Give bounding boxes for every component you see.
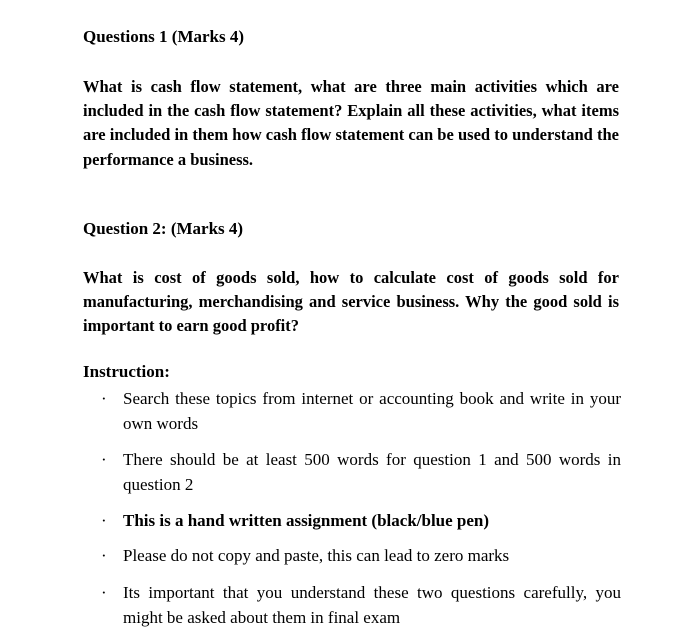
instruction-title: Instruction: [83,362,170,381]
question-1-heading: Questions 1 (Marks 4) [83,27,245,46]
instruction-item [101,386,621,436]
question-1-body: What is cash flow statement, what are three main activities which are included in the cash flow statement? Explain all these activities, what items are included in them how cash flow statement can be used to understand the performance a business. [83,77,619,169]
instruction-item-text: This is a hand written assignment (black/blue pen) [123,511,490,530]
question-2-body: What is cost of goods sold, how to calculate cost of goods sold for manufacturing, merchandising and service business. Why the good sold is important to earn good profit? [83,268,619,336]
bullet-glyph: · [101,389,107,408]
bullet-glyph: · [101,511,107,530]
instruction-item [101,447,621,497]
instruction-item [101,580,621,630]
bullet-glyph: · [101,546,107,565]
bullet-glyph: · [101,583,107,602]
instruction-item-text: Its important that you understand these two questions carefully, you might be asked about them in final exam [123,583,621,627]
question-2-heading: Question 2: (Marks 4) [83,219,244,238]
instruction-item-text: Please do not copy and paste, this can lead to zero marks [123,546,510,565]
instruction-item [101,508,621,533]
instruction-item-text: There should be at least 500 words for question 1 and 500 words in question 2 [123,450,621,494]
bullet-glyph: · [101,450,107,469]
instruction-item-text: Search these topics from internet or accounting book and write in your own words [123,389,621,433]
instruction-item [101,543,621,568]
